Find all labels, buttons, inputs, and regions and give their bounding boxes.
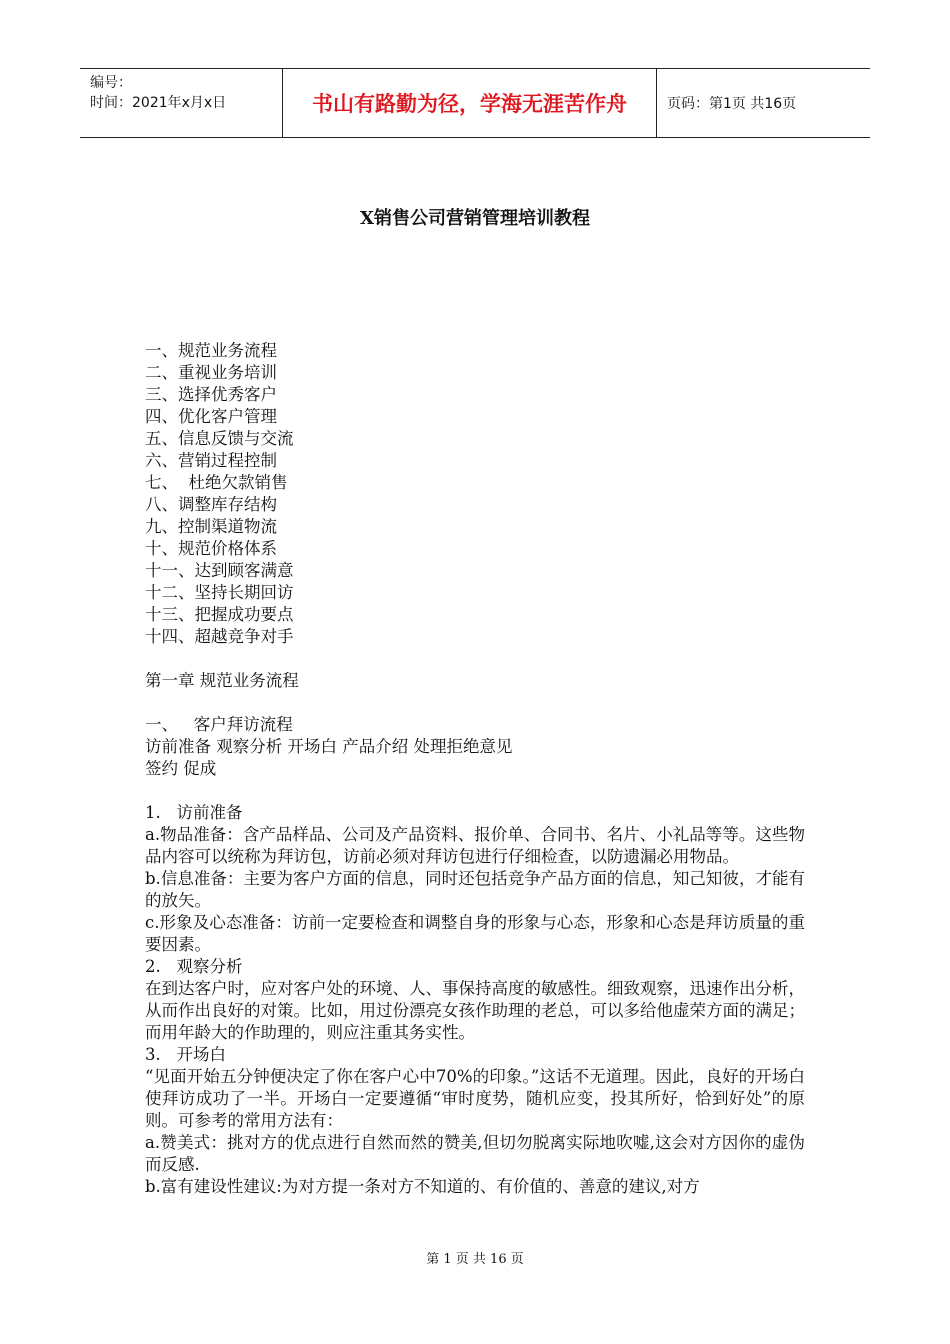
toc-item: 五、信息反馈与交流: [145, 429, 294, 448]
paragraph: c.形象及心态准备：访前一定要检查和调整自身的形象与心态，形象和心态是拜访质量的重要因素。: [145, 913, 805, 954]
toc-item: 六、营销过程控制: [145, 451, 277, 470]
page-footer: 第 1 页 共 16 页: [426, 1252, 524, 1267]
document-title: X销售公司营销管理培训教程: [360, 208, 590, 229]
paragraph: 在到达客户时，应对客户处的环境、人、事保持高度的敏感性。细致观察，迅速作出分析，从而作出良好的对策。比如，用过份漂亮女孩作助理的老总，可以多给他虚荣方面的满足；而用年龄大的作助理的，则应注重其务实性。: [145, 979, 805, 1042]
header-meta: [80, 69, 282, 137]
time-label: 时间：2021年x月x日: [90, 95, 227, 111]
table-of-contents: [145, 340, 805, 648]
paragraph: b.信息准备：主要为客户方面的信息，同时还包括竞争产品方面的信息，知己知彼，才能有的放矢。: [145, 869, 805, 910]
toc-item: 九、控制渠道物流: [145, 517, 277, 536]
toc-item: 三、选择优秀客户: [145, 385, 277, 404]
header-motto: 书山有路勤为径，学海无涯苦作舟: [282, 69, 657, 137]
paragraph: b.富有建设性建议:为对方提一条对方不知道的、有价值的、善意的建议,对方: [145, 1177, 700, 1196]
paragraph: a.赞美式：挑对方的优点进行自然而然的赞美,但切勿脱离实际地吹嘘,这会对方因你的虚伪而反感.: [145, 1133, 805, 1174]
document-body: [145, 340, 805, 1198]
toc-item: 二、重视业务培训: [145, 363, 277, 382]
page-header: [80, 68, 870, 138]
flow-steps: 访前准备 观察分析 开场白 产品介绍 处理拒绝意见: [145, 737, 513, 756]
toc-item: 十三、把握成功要点: [145, 605, 294, 624]
toc-item: 十四、超越竞争对手: [145, 627, 294, 646]
toc-item: 七、 杜绝欠款销售: [145, 473, 288, 492]
chapter-title: 第一章 规范业务流程: [145, 671, 299, 690]
toc-item: 十二、坚持长期回访: [145, 583, 294, 602]
toc-item: 四、优化客户管理: [145, 407, 277, 426]
paragraph: a.物品准备：含产品样品、公司及产品资料、报价单、合同书、名片、小礼品等等。这些物品内容可以统称为拜访包，访前必须对拜访包进行仔细检查，以防遗漏必用物品。: [145, 825, 805, 866]
flow-steps: 签约 促成: [145, 759, 217, 778]
toc-item: 十一、达到顾客满意: [145, 561, 294, 580]
item-heading: 2. 观察分析: [145, 957, 243, 976]
item-heading: 1. 访前准备: [145, 803, 243, 822]
item-heading: 3. 开场白: [145, 1045, 226, 1064]
toc-item: 一、规范业务流程: [145, 341, 277, 360]
toc-item: 十、规范价格体系: [145, 539, 277, 558]
toc-item: 八、调整库存结构: [145, 495, 277, 514]
number-label: 编号：: [90, 75, 132, 91]
section-heading: 一、 客户拜访流程: [145, 715, 293, 734]
header-page-info: 页码：第1页 共16页: [667, 96, 797, 112]
paragraph: “见面开始五分钟便决定了你在客户心中70%的印象。”这话不无道理。因此，良好的开场白使拜访成功了一半。开场白一定要遵循“审时度势，随机应变，投其所好，恰到好处”的原则。可参考的常用方法有：: [145, 1067, 805, 1130]
